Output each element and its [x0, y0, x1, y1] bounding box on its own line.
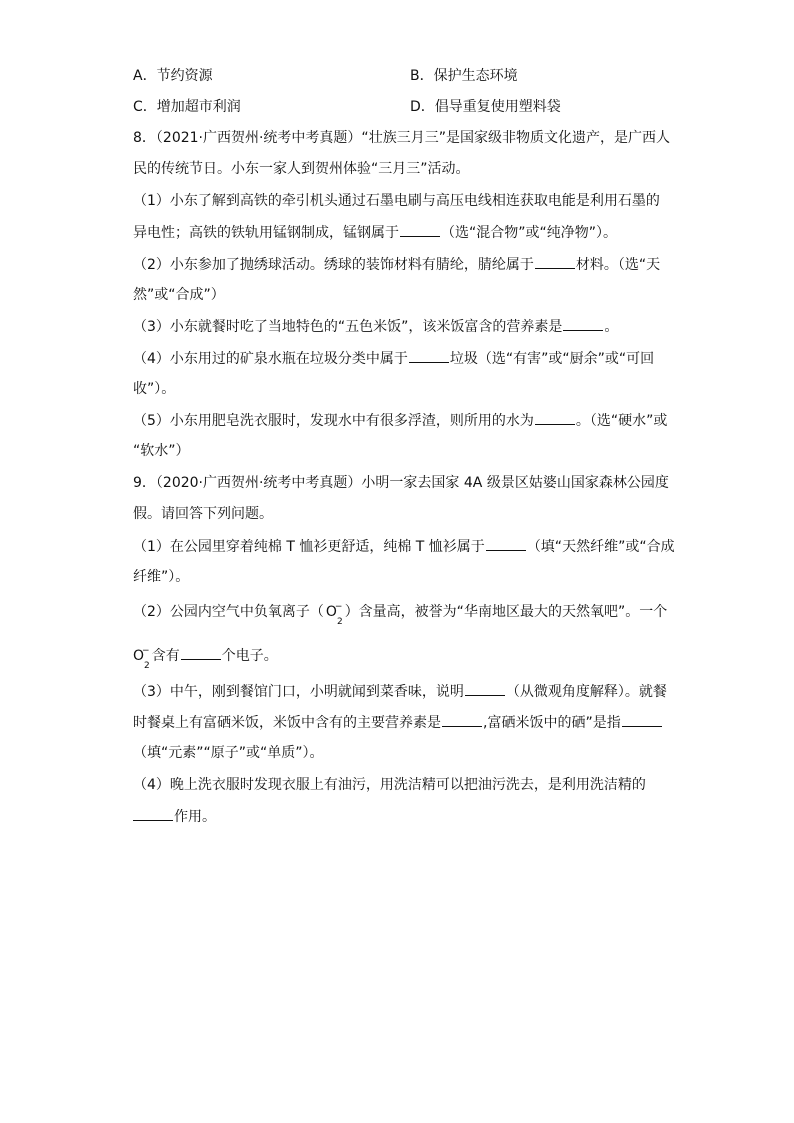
q9-part3-text-a: （3）中午，刚到餐馆门口，小明就闻到菜香味，说明: [133, 684, 464, 700]
q8-part4-text-b: 垃圾（选“有害”或“厨余”或“可回: [449, 351, 655, 367]
answer-blank[interactable]: [400, 222, 440, 237]
q9-part2-text-c: 个电子。: [221, 648, 278, 664]
q9-part4-line1: （4）晚上洗衣服时发现衣服上有油污，用洗洁精可以把油污洗去，是利用洗洁精的: [133, 777, 646, 793]
q9-part1-text-b: （填“天然纤维”或“合成: [526, 539, 675, 555]
q8-part4-text-a: （4）小东用过的矿泉水瓶在垃圾分类中属于: [133, 351, 408, 367]
answer-blank[interactable]: [535, 254, 575, 269]
answer-blank[interactable]: [181, 645, 221, 660]
answer-blank[interactable]: [535, 410, 575, 425]
answer-blank[interactable]: [622, 712, 662, 727]
ion-charge: −: [334, 602, 343, 612]
ion-symbol: O: [325, 604, 337, 620]
q9-part3-line1: [133, 681, 667, 702]
q8-part2-line1: [133, 254, 660, 275]
q8-part5-line1: [133, 410, 667, 431]
q9-part1-line1: [133, 536, 675, 557]
ion-subscript: 2: [336, 616, 343, 627]
q8-part5-text-b: 。（选“硬水”或: [575, 413, 668, 429]
q8-part1-text-a: 异电性；高铁的铁轨用锰钢制成，锰钢属于: [133, 225, 399, 241]
q9-stem-line2: 假。请回答下列问题。: [133, 506, 273, 522]
q8-part3-text-a: （3）小东就餐时吃了当地特色的“五色米饭”，该米饭富含的营养素是: [133, 319, 563, 335]
q8-part3-text-b: 。: [604, 319, 619, 335]
q8-part5-line2: “软水”）: [133, 443, 190, 459]
answer-blank[interactable]: [465, 681, 505, 696]
q9-part2-text-b2: 含有: [151, 648, 180, 664]
option-d: D．倡导重复使用塑料袋: [410, 99, 561, 115]
q9-part2-line1: [133, 602, 667, 628]
q8-part4-line1: [133, 348, 654, 369]
answer-blank[interactable]: [133, 806, 173, 821]
answer-blank[interactable]: [486, 536, 526, 551]
q9-part1-line2: 纤维”）。: [133, 569, 190, 585]
q9-part4-text-b: 作用。: [174, 809, 216, 825]
q8-part1-line1: （1）小东了解到高铁的牵引机头通过石墨电刷与高压电线相连获取电能是利用石墨的: [133, 193, 660, 209]
ion-subscript: 2: [144, 660, 150, 671]
q8-stem-line2: 民的传统节日。小东一家人到贺州体验“三月三”活动。: [133, 161, 470, 177]
q9-part1-text-a: （1）在公园里穿着纯棉 T 恤衫更舒适，纯棉 T 恤衫属于: [133, 539, 485, 555]
q8-part1-text-b: （选“混合物”或“纯净物”）。: [441, 225, 618, 241]
answer-blank[interactable]: [442, 712, 482, 727]
answer-blank[interactable]: [563, 316, 603, 331]
q9-part4-line2: [133, 806, 216, 827]
q8-part2-text-b: 材料。（选“天: [575, 257, 661, 273]
q8-stem-line1: 8．（2021·广西贺州·统考中考真题）“壮族三月三”是国家级非物质文化遗产，是广西人: [133, 130, 670, 146]
option-c: C．增加超市利润: [133, 99, 241, 115]
option-b: B．保护生态环境: [410, 68, 518, 84]
q8-part4-line2: 收”）。: [133, 381, 176, 397]
answer-blank[interactable]: [409, 348, 449, 363]
ion-charge: −: [142, 646, 150, 656]
oxygen-ion-formula: [326, 602, 343, 628]
q9-stem-line1: 9．（2020·广西贺州·统考中考真题）小明一家去国家 4A 级景区姑婆山国家森林公园度: [133, 475, 669, 491]
q8-part1-line2: [133, 222, 617, 243]
q9-part3-text-b: （从微观角度解释）。就餐: [505, 684, 667, 700]
q9-part3-text-d: ,富硒米饭中的硒”是指: [483, 715, 621, 731]
q9-part3-line2: [133, 712, 663, 733]
q8-part2-text-a: （2）小东参加了抛绣球活动。绣球的装饰材料有腈纶，腈纶属于: [133, 257, 534, 273]
q8-part5-text-a: （5）小东用肥皂洗衣服时，发现水中有很多浮渣，则所用的水为: [133, 413, 534, 429]
oxygen-ion-formula: [133, 646, 150, 672]
q9-part2-text-b: ）含量高，被誉为“华南地区最大的天然氧吧”。一个: [344, 604, 668, 620]
ion-symbol: O: [133, 648, 145, 664]
q9-part3-line3: （填“元素”“原子”或“单质”）。: [133, 745, 324, 761]
q9-part2-line2: [133, 645, 278, 672]
q9-part3-text-c: 时餐桌上有富硒米饭，米饭中含有的主要营养素是: [133, 715, 441, 731]
option-a: A．节约资源: [133, 68, 213, 84]
q8-part2-line2: 然”或“合成”）: [133, 287, 225, 303]
q8-part3-line1: [133, 316, 618, 337]
q9-part2-text-a: （2）公园内空气中负氧离子（: [133, 604, 324, 620]
